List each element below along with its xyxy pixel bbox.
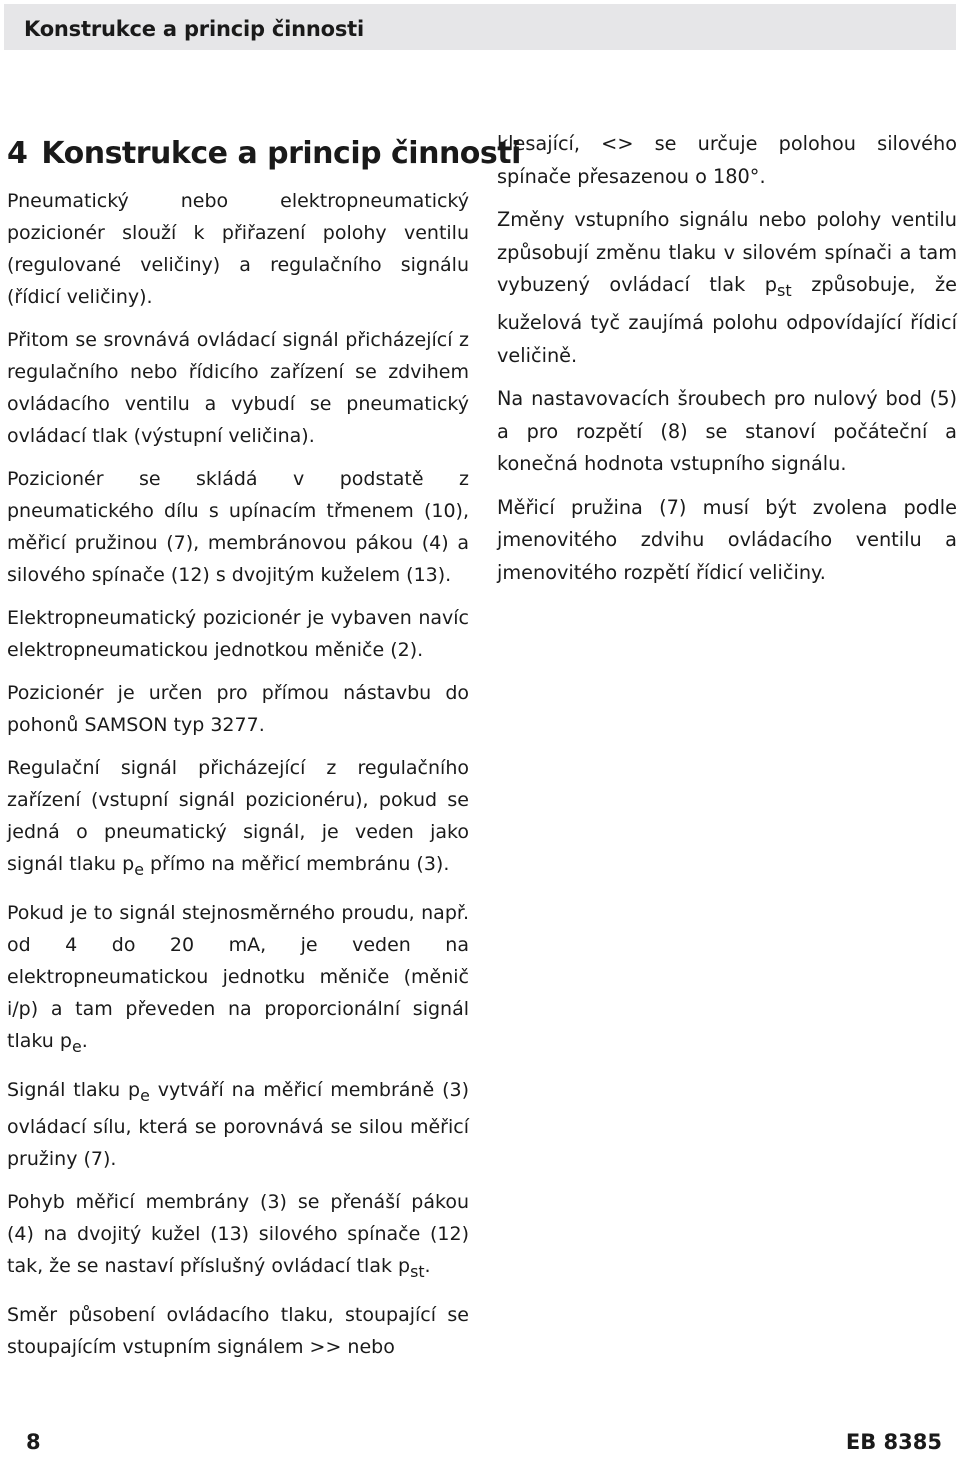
right-column [497,128,957,600]
page-number: 8 [26,1430,41,1454]
section-number: 4 [7,136,28,171]
paragraph: Směr působení ovládacího tlaku, stoupající se stoupajícím vstupním signálem >> nebo [7,1304,469,1359]
paragraph: Elektropneumatický pozicionér je vybaven navíc elektropneumatickou jednotkou měniče (2). [7,607,469,661]
paragraph: klesající, <> se určuje polohou silového spínače přesazenou o 180°. [497,132,957,188]
paragraph: Regulační signál přicházející z regulačního zařízení (vstupní signál pozicionéru), pokud se jedná o pneumatický signál, je veden jako signál tlaku $p_e$ přímo na měřicí membránu (3). [7,757,469,879]
header-title: Konstrukce a princip činnosti [24,17,365,41]
paragraph: Pokud je to signál stejnosměrného proudu, např. od 4 do 20 mA, je veden na elektropneumatickou jednotku měniče (měnič i/p) a tam převeden na proporcionální signál tlaku $p_e$. [7,901,469,1056]
paragraph: Pohyb měřicí membrány (3) se přenáší pákou (4) na dvojitý kužel (13) silového spínače (12) tak, že se nastaví příslušný ovládací tlak $p_{st}$. [7,1191,469,1282]
page-header [4,4,956,50]
paragraph: Přitom se srovnává ovládací signál přicházející z regulačního nebo řídicího zařízení se zdvihem ovládacího ventilu a vybudí se pneumatický ovládací tlak (výstupní veličina). [7,329,469,447]
paragraph: Změny vstupního signálu nebo polohy ventilu způsobují změnu tlaku v silovém spínači a tam vybuzený ovládací tlak $p_{st}$ způsobuje, že kuželová tyč zaujímá polohu odpovídající řídicí veličině. [497,208,957,367]
paragraph: Pozicionér je určen pro přímou nástavbu do pohonů SAMSON typ 3277. [7,682,469,736]
section-title: Konstrukce a princip činnosti [41,136,521,171]
section-heading [7,136,521,171]
document-code: EB 8385 [845,1430,942,1454]
paragraph: Měřicí pružina (7) musí být zvolena podle jmenovitého zdvihu ovládacího ventilu a jmenovitého rozpětí řídicí veličiny. [497,495,957,584]
paragraph: Signál tlaku $p_e$ vytváří na měřicí membráně (3) ovládací sílu, která se porovnává se silou měřicí pružiny (7). [7,1078,469,1171]
left-column [7,128,521,1374]
paragraph: Pneumatický nebo elektropneumatický pozicionér slouží k přiřazení polohy ventilu (regulované veličiny) a regulačního signálu (řídicí veličiny). [7,190,469,308]
paragraph: Na nastavovacích šroubech pro nulový bod (5) a pro rozpětí (8) se stanoví počáteční a konečná hodnota vstupního signálu. [497,387,957,476]
paragraph: Pozicionér se skládá v podstatě z pneumatického dílu s upínacím třmenem (10), měřicí pružinou (7), membránovou pákou (4) a silového spínače (12) s dvojitým kuželem (13). [7,468,469,586]
